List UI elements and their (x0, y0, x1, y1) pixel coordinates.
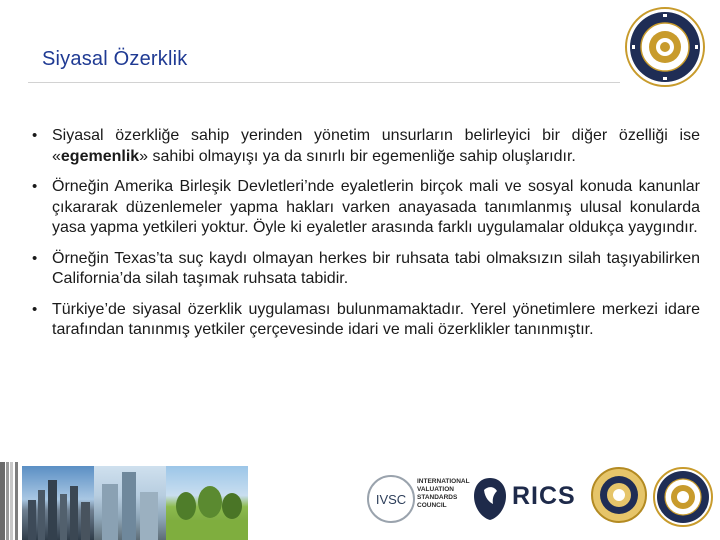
bullet-text: Örneğin Texas’ta suç kaydı olmayan herkes bir ruhsata tabi olmaksızın silah taşıyabilirken California’da silah taşımak ruhsata tabidir. (52, 249, 700, 287)
bullet-bold-term: egemenlik (60, 147, 140, 165)
ivsc-logo (366, 474, 416, 524)
rics-wordmark: RICS (512, 482, 576, 510)
bullet-text: Türkiye’de siyasal özerklik uygulaması bulunmamaktadır. Yerel yönetimlere merkezi idare tarafından tanınmış yetkiler çerçevesinde idari ve mali özerklikler tanınmıştır. (52, 300, 700, 338)
modern-buildings-photo (94, 466, 166, 540)
bullet-marker: • (32, 249, 38, 267)
bullet-text: Siyasal özerkliğe sahip yerinden yönetim unsurların belirleyici bir diğer özelliği ise « (52, 127, 700, 165)
city-skyline-photo (22, 466, 94, 540)
bullet-item (30, 300, 700, 341)
bullet-text: Örneğin Amerika Birleşik Devletleri’nde eyaletlerin birçok mali ve sosyal konuda kanunlar çıkararak düzenlemeler yapma hakları varken anayasada tanımlanmış ulusal konularda yasa yapma yetkileri yoktur. Öyle ki eyaletler arasında farklı uygulamalar oldukça yaygındır. (52, 178, 700, 236)
university-seal-small-logo (652, 466, 714, 528)
title-divider (28, 82, 620, 83)
countryside-photo (166, 466, 248, 540)
gold-seal-logo (590, 466, 648, 524)
bullet-item (30, 126, 700, 167)
bullet-marker: • (32, 127, 38, 144)
university-seal-logo (624, 6, 706, 88)
slide-title: Siyasal Özerklik (42, 48, 188, 70)
bullet-list (30, 126, 700, 351)
footer-strip (0, 462, 720, 540)
bullet-item (30, 177, 700, 239)
ivsc-acronym: IVSC (375, 492, 407, 507)
ivsc-name: INTERNATIONAL VALUATION STANDARDS COUNCIL (417, 478, 470, 509)
bullet-item (30, 249, 700, 290)
rics-lion-icon (470, 474, 510, 524)
bullet-marker: • (32, 178, 38, 195)
bullet-marker: • (32, 300, 38, 318)
bullet-text-tail: » sahibi olmayışı ya da sınırlı bir egemenliğe sahip oluşlarıdır. (139, 147, 576, 165)
